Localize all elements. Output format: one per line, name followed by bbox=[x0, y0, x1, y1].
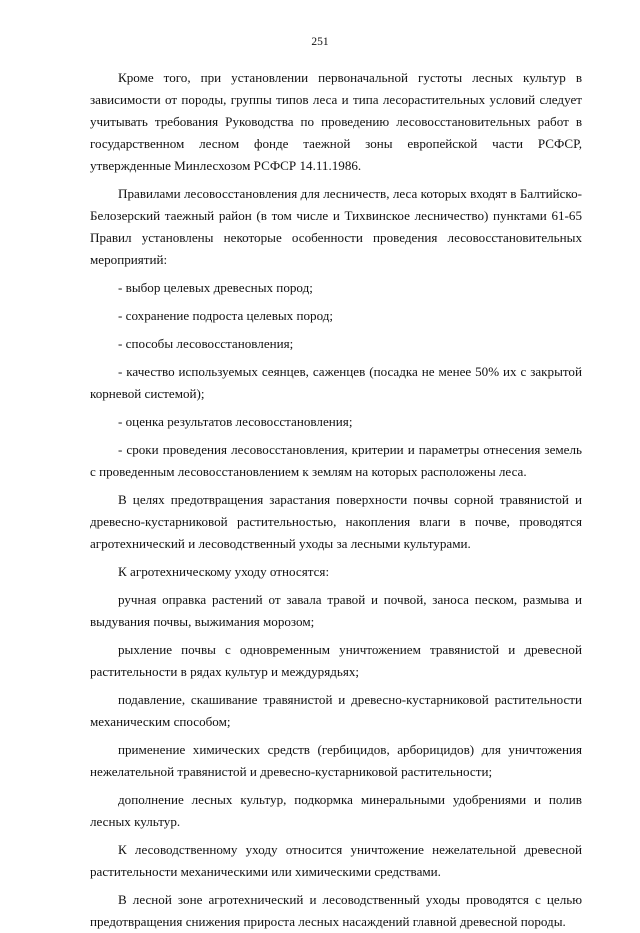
document-body bbox=[90, 67, 582, 933]
list-item: - выбор целевых древесных пород; bbox=[118, 280, 313, 295]
list-item: - сроки проведения лесовосстановления, критерии и параметры отнесения земель с проведенным лесовосстановлением к землям на которых расположены леса. bbox=[90, 442, 582, 479]
list-item: - сохранение подроста целевых пород; bbox=[118, 308, 334, 323]
list-item: применение химических средств (гербицидов, арборицидов) для уничтожения нежелательной травянистой и древесно-кустарниковой растительности; bbox=[90, 742, 582, 779]
list-item: - качество используемых сеянцев, саженцев (посадка не менее 50% их с закрытой корневой системой); bbox=[90, 364, 582, 401]
paragraph-prevention: В целях предотвращения зарастания поверхности почвы сорной травянистой и древесно-кустарниковой растительностью, накопления влаги в почве, проводятся агротехнический и лесоводственный уходы за лесными культурами. bbox=[90, 492, 582, 551]
list-item: дополнение лесных культур, подкормка минеральными удобрениями и полив лесных культур. bbox=[90, 792, 582, 829]
paragraph-intro: Кроме того, при установлении первоначальной густоты лесных культур в зависимости от породы, группы типов леса и типа лесорастительных условий следует учитывать требования Руководства по проведению лесовосстановительных работ в государственном лесном фонде таежной зоны европейской части РСФСР, утвержденные Минлесхозом РСФСР 14.11.1986. bbox=[90, 70, 582, 173]
paragraph-forest-zone: В лесной зоне агротехнический и лесоводственный уходы проводятся с целью предотвращения снижения прироста лесных насаждений главной древесной породы. bbox=[90, 892, 582, 929]
list-item: ручная оправка растений от завала травой и почвой, заноса песком, размыва и выдувания почвы, выжимания морозом; bbox=[90, 592, 582, 629]
page-number: 251 bbox=[311, 36, 329, 48]
paragraph-agrotech-heading: К агротехническому уходу относятся: bbox=[118, 564, 330, 579]
list-item: подавление, скашивание травянистой и древесно-кустарниковой растительности механическим способом; bbox=[90, 692, 582, 729]
paragraph-silvicultural: К лесоводственному уходу относится уничтожение нежелательной древесной растительности механическими или химическими средствами. bbox=[90, 842, 582, 879]
list-item: рыхление почвы с одновременным уничтожением травянистой и древесной растительности в рядах культур и междурядьях; bbox=[90, 642, 582, 679]
paragraph-rules: Правилами лесовосстановления для лесничеств, леса которых входят в Балтийско-Белозерский таежный район (в том числе и Тихвинское лесничество) пунктами 61-65 Правил установлены некоторые особенности проведения лесовосстановительных мероприятий: bbox=[90, 186, 582, 267]
list-item: - способы лесовосстановления; bbox=[118, 336, 294, 351]
list-item: - оценка результатов лесовосстановления; bbox=[118, 414, 353, 429]
